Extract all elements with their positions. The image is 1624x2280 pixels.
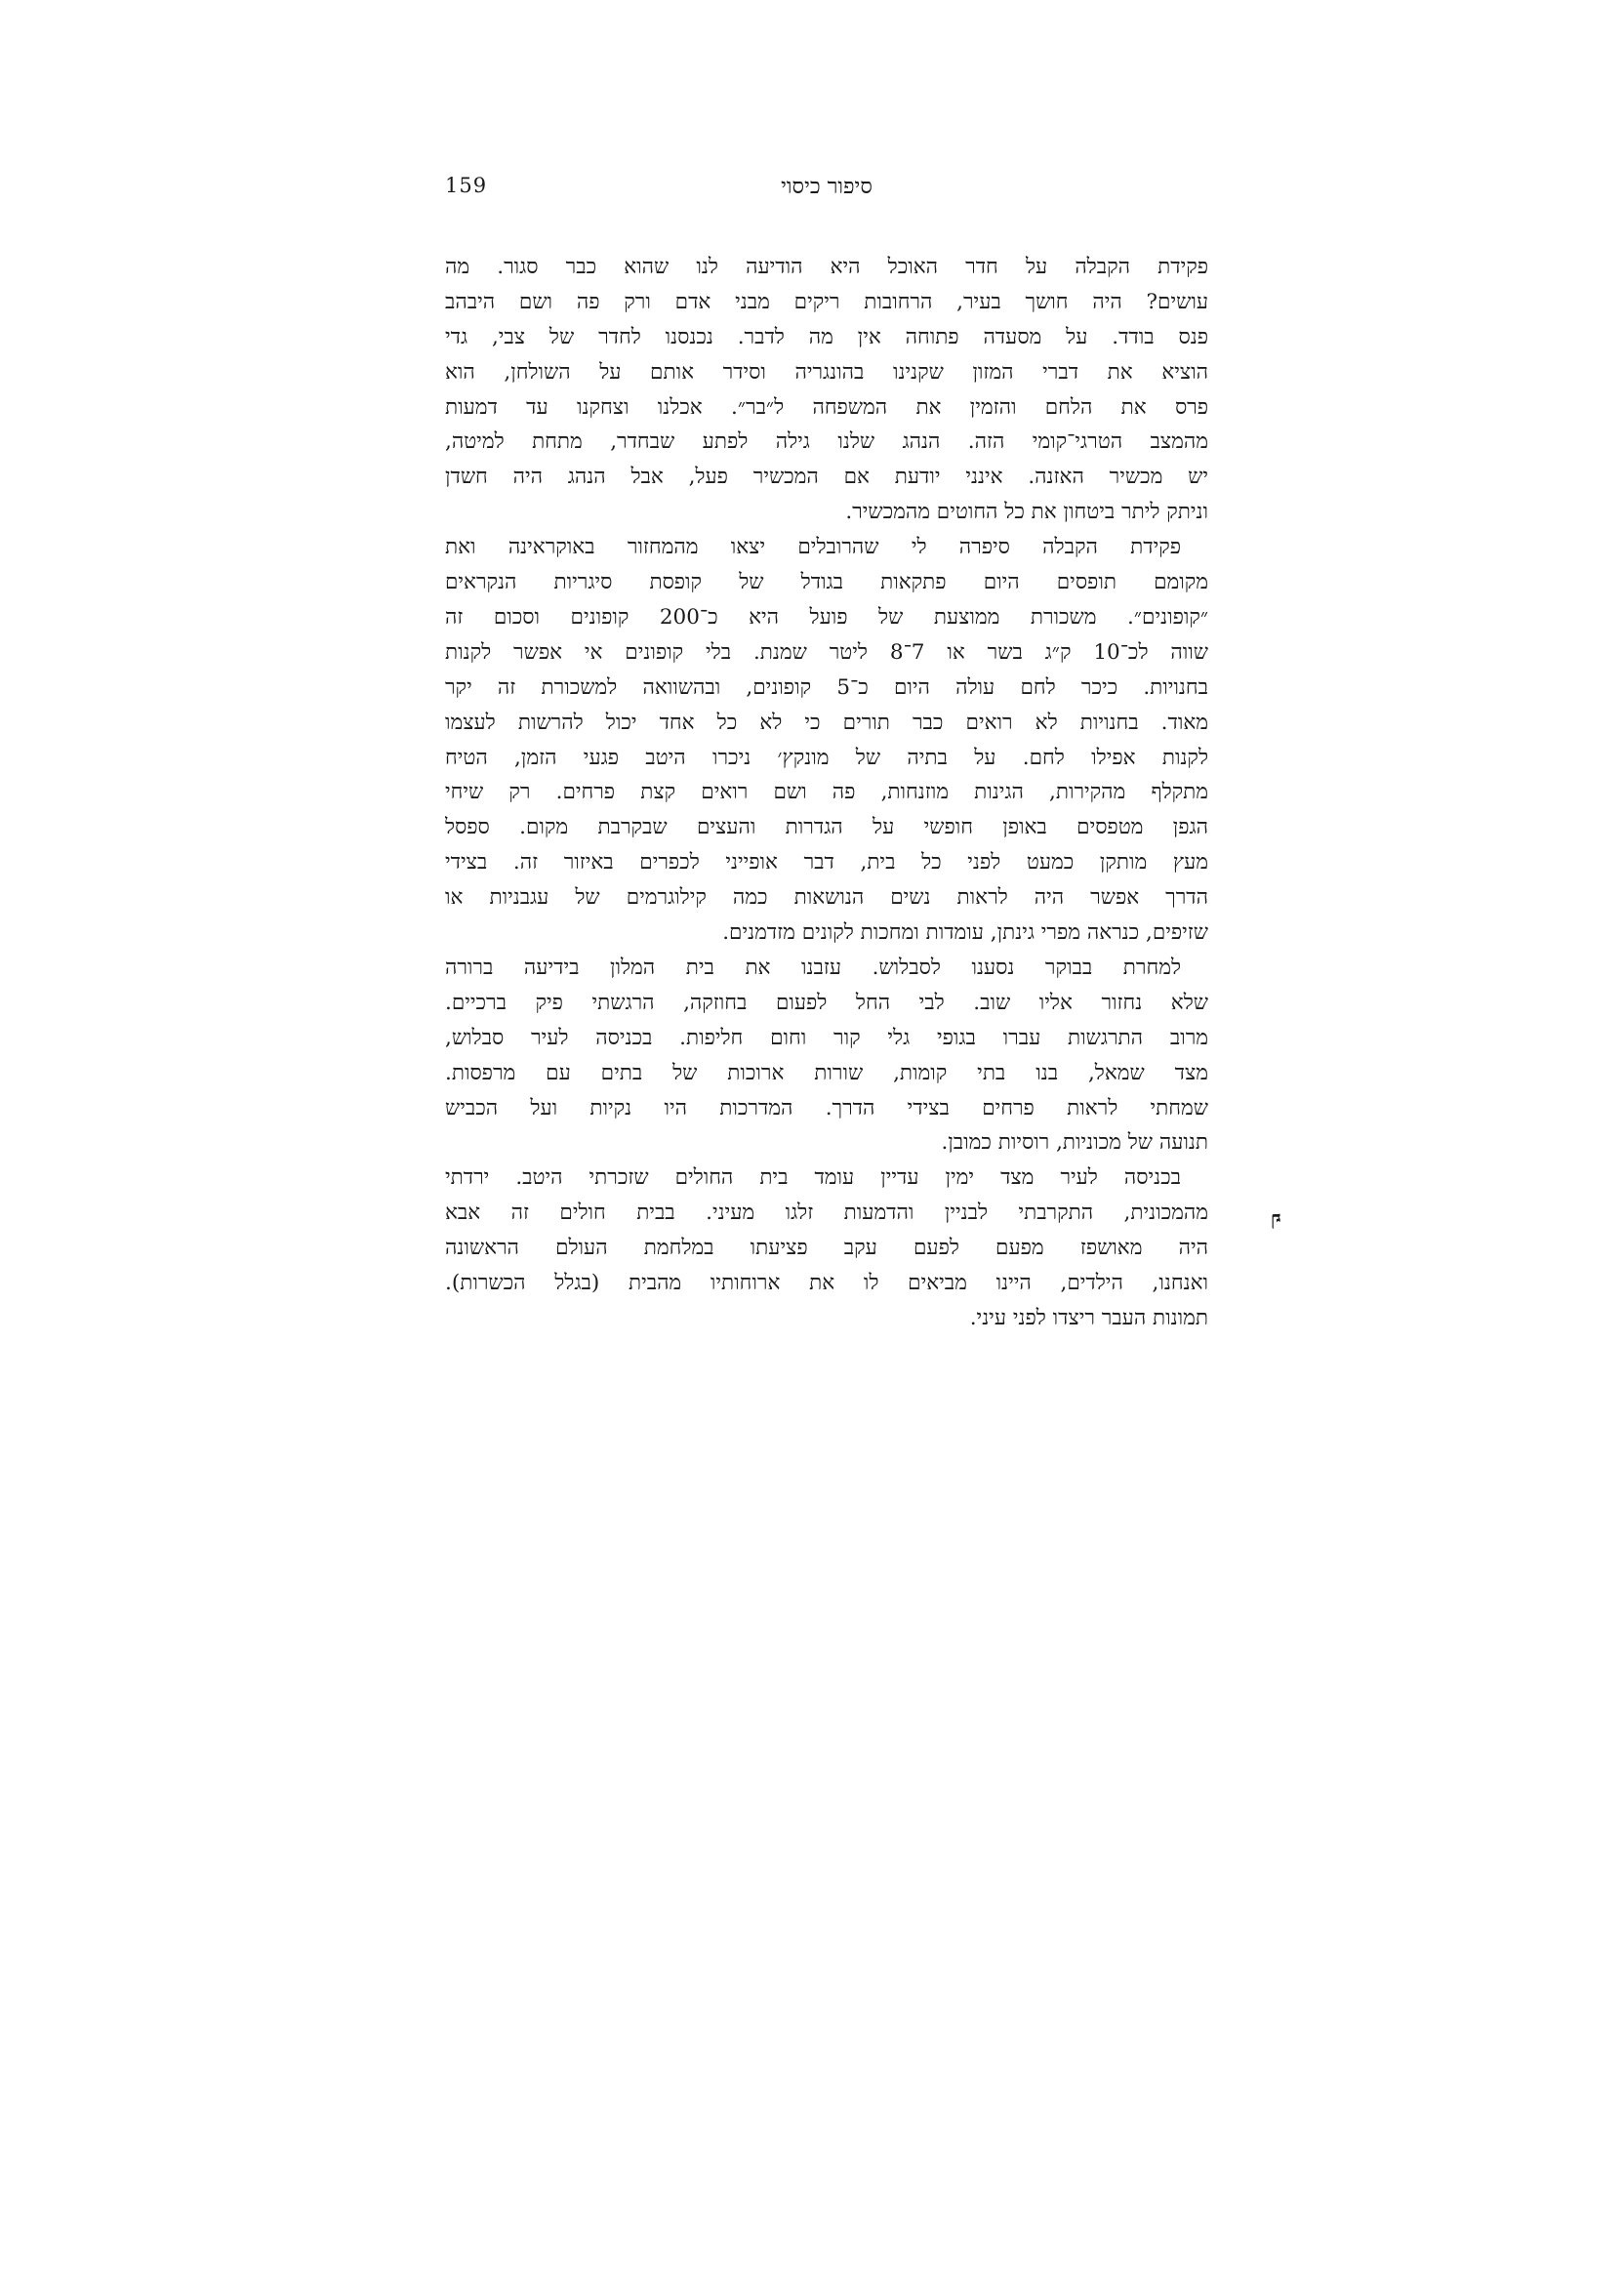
text-line: היה מאושפז מפעם לפעם עקב פציעתו במלחמת העולם הראשונה	[445, 1236, 1208, 1261]
text-line: מצד שמאל, בנו בתי קומות, שורות ארוכות של בתים עם מרפסות.	[445, 1060, 1208, 1085]
text-line: שמחתי לראות פרחים בצידי הדרך. המדרכות היו נקיות ועל הכביש	[445, 1095, 1208, 1120]
text-line: מאוד. בחנויות לא רואים כבר תורים כי לא כל אחד יכול להרשות לעצמו	[445, 710, 1208, 735]
running-title: סיפור כיסוי	[781, 175, 873, 199]
text-line: ואנחנו, הילדים, היינו מביאים לו את ארוחותיו מהבית (בגלל הכשרות).	[445, 1271, 1208, 1296]
text-line: הוציא את דברי המזון שקנינו בהונגריה וסידר אותם על השולחן, הוא	[445, 359, 1208, 385]
text-line: מרוב התרגשות עברו בגופי גלי קור וחום חליפות. בכניסה לעיר סבלוש,	[445, 1025, 1208, 1050]
text-line: פקידת הקבלה על חדר האוכל היא הודיעה לנו שהוא כבר סגור. מה	[445, 255, 1208, 279]
paragraph-4	[445, 1160, 1208, 1336]
text-line: תמונות העבר ריצדו לפני עיני.	[969, 1305, 1208, 1330]
text-line: שזיפים, כנראה מפרי גינתן, עומדות ומחכות לקונים מזדמנים.	[722, 919, 1208, 945]
text-line: יש מכשיר האזנה. אינני יודעת אם המכשיר פעל, אבל הנהג היה חשדן	[445, 465, 1208, 490]
text-line: מקומם תופסים היום פתקאות בגודל של קופסת סיגריות הנקראים	[445, 570, 1208, 595]
body-text	[445, 250, 1208, 1336]
text-line: למחרת בבוקר נסענו לסבלוש. עזבנו את בית המלון בידיעה ברורה	[445, 955, 1181, 980]
text-line: ״קופונים״. משכורת ממוצעת של פועל היא כ־200 קופונים וסכום זה	[445, 604, 1208, 630]
text-line: לקנות אפילו לחם. על בתיה של מונקץ׳ ניכרו היטב פגעי הזמן, הטיח	[445, 745, 1208, 770]
text-line: מעץ מותקן כמעט לפני כל בית, דבר אופייני לכפרים באיזור זה. בצידי	[445, 850, 1208, 875]
text-line: מהמכונית, התקרבתי לבניין והדמעות זלגו מעיני. בבית חולים זה אבא	[445, 1201, 1208, 1226]
text-line: תנועה של מכוניות, רוסיות כמובן.	[941, 1130, 1208, 1156]
text-line: עושים? היה חושך בעיר, הרחובות ריקים מבני אדם ורק פה ושם היבהב	[445, 289, 1208, 314]
text-line: פנס בודד. על מסעדה פתוחה אין מה לדבר. נכנסנו לחדר של צבי, גדי	[445, 324, 1208, 349]
text-line: שווה לכ־10 ק״ג בשר או 7־8 ליטר שמנת. בלי קופונים אי אפשר לקנות	[445, 639, 1208, 665]
text-line: וניתק ליתר ביטחון את כל החוטים מהמכשיר.	[845, 500, 1208, 525]
page-number: 159	[445, 174, 488, 197]
text-line: מתקלף מהקירות, הגינות מוזנחות, פה ושם רואים קצת פרחים. רק שיחי	[445, 780, 1208, 805]
margin-mark: ף	[1271, 1206, 1281, 1230]
text-line: שלא נחזור אליו שוב. לבי החל לפעום בחוזקה, הרגשתי פיק ברכיים.	[445, 990, 1208, 1015]
text-line: מהמצב הטרגי־קומי הזה. הנהג שלנו גילה לפתע שבחדר, מתחת למיטה,	[445, 429, 1208, 455]
text-line: הדרך אפשר היה לראות נשים הנושאות כמה קילוגרמים של עגבניות או	[445, 885, 1208, 911]
page-header	[445, 174, 1208, 213]
text-line: בכניסה לעיר מצד ימין עדיין עומד בית החולים שזכרתי היטב. ירדתי	[445, 1165, 1181, 1191]
text-line: פקידת הקבלה סיפרה לי שהרובלים יצאו מהמחזור באוקראינה ואת	[445, 535, 1181, 560]
text-line: הגפן מטפסים באופן חופשי על הגדרות והעצים שבקרבת מקום. ספסל	[445, 815, 1208, 840]
text-line: פרס את הלחם והזמין את המשפחה ל״בר״. אכלנו וצחקנו עד דמעות	[445, 394, 1208, 420]
text-line: בחנויות. כיכר לחם עולה היום כ־5 קופונים, ובהשוואה למשכורת זה יקר	[445, 674, 1208, 700]
paragraph-2	[445, 530, 1208, 951]
paragraph-1	[445, 250, 1208, 530]
paragraph-3	[445, 951, 1208, 1160]
